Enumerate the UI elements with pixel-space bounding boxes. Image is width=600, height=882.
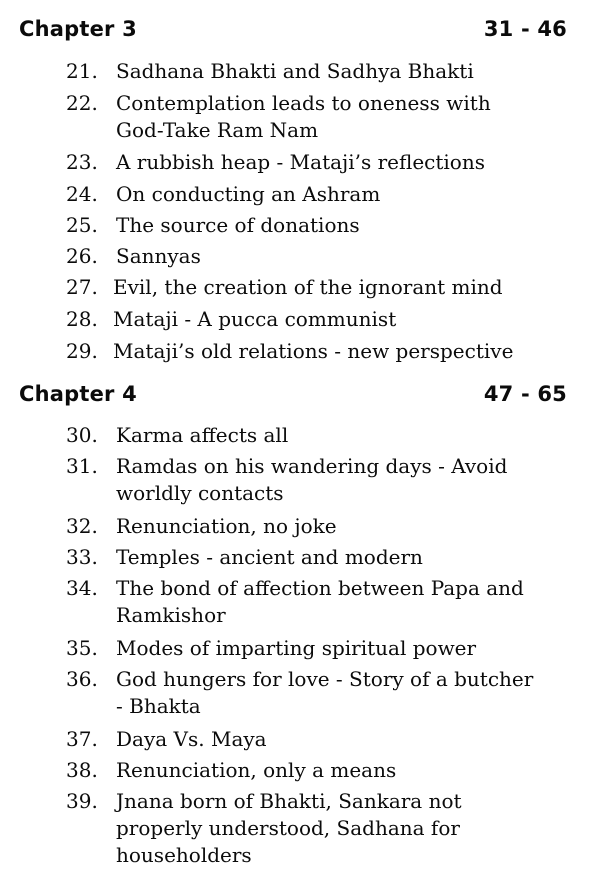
chapter-header — [19, 17, 567, 41]
entry-number: 23. — [66, 150, 98, 174]
list-item — [0, 149, 600, 181]
list-item — [0, 338, 600, 368]
list-item — [0, 544, 600, 575]
entry-title: Karma affects all — [116, 423, 289, 447]
entry-number: 34. — [66, 576, 98, 600]
entry-number: 27. — [66, 275, 98, 299]
entry-title: Evil, the creation of the ignorant mind — [113, 275, 503, 299]
entry-title: Temples - ancient and modern — [116, 545, 423, 569]
entry-number: 21. — [66, 59, 98, 83]
list-item — [0, 243, 600, 274]
list-item — [0, 274, 600, 306]
entry-number: 39. — [66, 789, 98, 813]
entry-number: 35. — [66, 636, 98, 660]
entry-number: 31. — [66, 454, 98, 478]
list-item — [0, 666, 600, 726]
entry-title: Renunciation, no joke — [116, 514, 337, 538]
list-item — [0, 212, 600, 243]
entry-title: Ramdas on his wandering days - Avoid worldly contacts — [116, 454, 508, 505]
chapter-page-range: 47 - 65 — [483, 382, 567, 406]
entry-number: 33. — [66, 545, 98, 569]
entry-title: God hungers for love - Story of a butcher - Bhakta — [116, 667, 534, 718]
chapter-page-range: 31 - 46 — [483, 17, 567, 41]
entry-title: Sannyas — [116, 244, 201, 268]
list-item — [0, 635, 600, 666]
list-item — [0, 757, 600, 788]
entry-title: Modes of imparting spiritual power — [116, 636, 477, 660]
entry-number: 24. — [66, 182, 98, 206]
list-item — [0, 90, 600, 149]
entry-title: On conducting an Ashram — [116, 182, 381, 206]
entry-number: 36. — [66, 667, 98, 691]
list-item — [0, 726, 600, 757]
list-item — [0, 422, 600, 453]
entry-number: 28. — [66, 307, 98, 331]
chapter-label: Chapter 3 — [19, 17, 137, 41]
entry-title: Mataji’s old relations - new perspective — [113, 339, 514, 363]
entry-title: Daya Vs. Maya — [116, 727, 267, 751]
entry-title: The bond of affection between Papa and Ramkishor — [116, 576, 524, 627]
list-item — [0, 575, 600, 635]
entry-title: Sadhana Bhakti and Sadhya Bhakti — [116, 59, 474, 83]
entry-number: 30. — [66, 423, 98, 447]
entry-title: Mataji - A pucca communist — [113, 307, 397, 331]
entry-title: Contemplation leads to oneness with God-Take Ram Nam — [116, 91, 491, 142]
list-item — [0, 181, 600, 212]
entry-title: A rubbish heap - Mataji’s reflections — [116, 150, 485, 174]
entry-number: 37. — [66, 727, 98, 751]
entry-number: 29. — [66, 339, 98, 363]
chapter-header — [19, 382, 567, 406]
chapter-entry-list — [0, 422, 600, 872]
entry-title: Jnana born of Bhakti, Sankara not properly understood, Sadhana for householders — [116, 789, 462, 867]
chapter-entry-list — [0, 58, 600, 368]
list-item — [0, 788, 600, 872]
entry-title: The source of donations — [116, 213, 360, 237]
list-item — [0, 453, 600, 513]
entry-number: 32. — [66, 514, 98, 538]
chapter-label: Chapter 4 — [19, 382, 137, 406]
entry-number: 22. — [66, 91, 98, 115]
list-item — [0, 306, 600, 338]
entry-title: Renunciation, only a means — [116, 758, 397, 782]
entry-number: 26. — [66, 244, 98, 268]
list-item — [0, 58, 600, 86]
entry-number: 38. — [66, 758, 98, 782]
entry-number: 25. — [66, 213, 98, 237]
list-item — [0, 513, 600, 544]
